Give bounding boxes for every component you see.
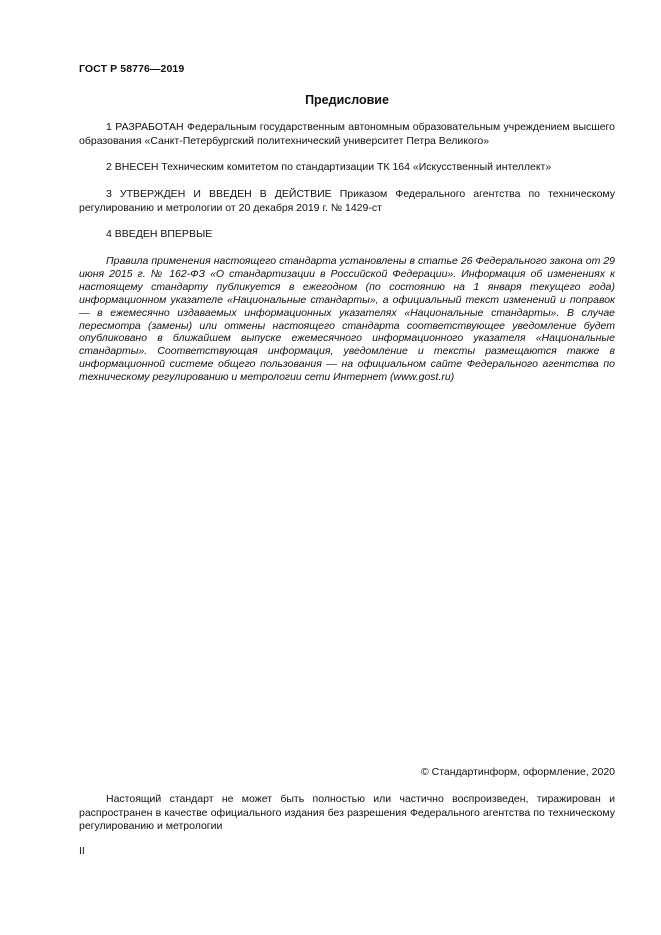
document-code: ГОСТ Р 58776—2019 xyxy=(79,63,185,75)
foreword-item-1: 1 РАЗРАБОТАН Федеральным государственным автономным образовательным учреждением высшего образования «Санкт-Петербургский политехнический университет Петра Великого» xyxy=(79,121,615,147)
page-number: II xyxy=(79,845,85,857)
reproduction-notice: Настоящий стандарт не может быть полностью или частично воспроизведен, тиражирован и распространен в качестве официального издания без разрешения Федерального агентства по техническому регулированию и метрологии xyxy=(79,793,615,832)
foreword-item-2: 2 ВНЕСЕН Техническим комитетом по стандартизации ТК 164 «Искусственный интеллект» xyxy=(106,161,552,173)
foreword-item-4: 4 ВВЕДЕН ВПЕРВЫЕ xyxy=(106,228,213,240)
foreword-item-3: 3 УТВЕРЖДЕН И ВВЕДЕН В ДЕЙСТВИЕ Приказом Федерального агентства по техническому регулированию и метрологии от 20 декабря 2019 г. № 1429-ст xyxy=(79,188,615,214)
standard-rules-note: Правила применения настоящего стандарта установлены в статье 26 Федерального закона от 29 июня 2015 г. № 162-ФЗ «О стандартизации в Российской Федерации». Информация об изменениях к настоящему стандарту публикуется в ежегодном (по состоянию на 1 января текущего года) информационном указателе «Национальные стандарты», а официальный текст изменений и поправок — в ежемесячно издаваемых информационных указателях «Национальные стандарты». В случае пересмотра (замены) или отмены настоящего стандарта соответствующее уведомление будет опубликовано в ближайшем выпуске ежемесячного информационного указателя «Национальные стандарты». Соответствующая информация, уведомление и тексты размещаются также в информационной системе общего пользования — на официальном сайте Федерального агентства по техническому регулированию и метрологии сети Интернет (www.gost.ru) xyxy=(79,255,615,384)
copyright-notice: © Стандартинформ, оформление, 2020 xyxy=(420,766,615,778)
foreword-title: Предисловие xyxy=(305,93,389,107)
